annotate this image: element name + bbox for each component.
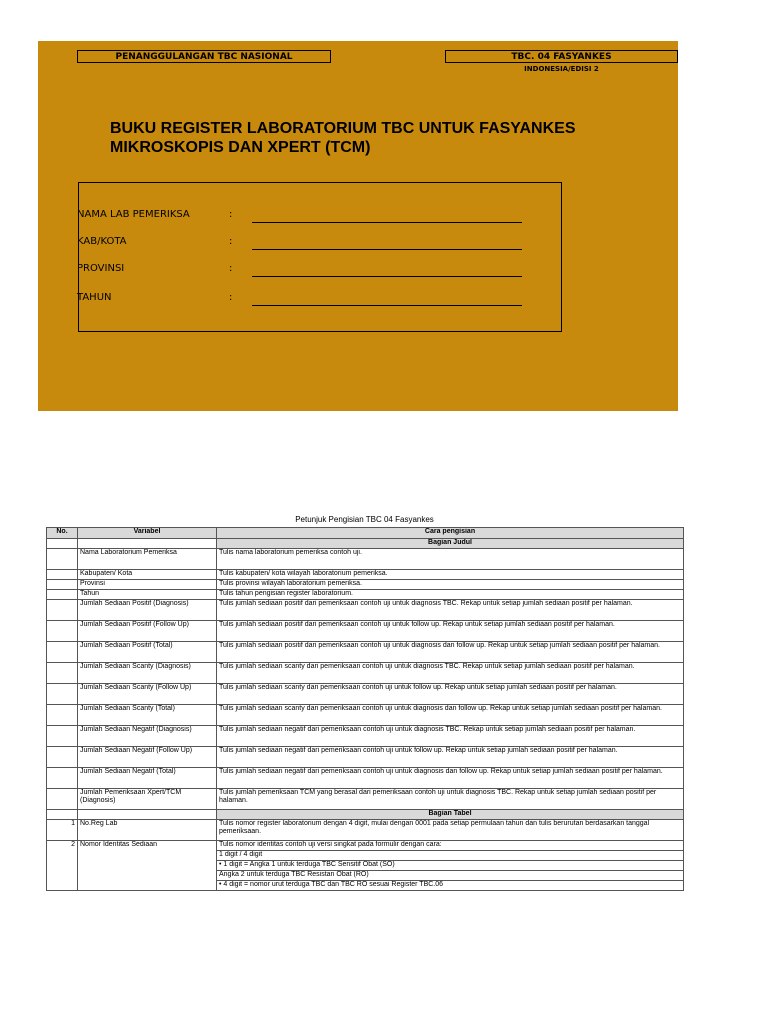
cell-variable: Nomor Identitas Sediaan bbox=[78, 841, 217, 891]
cell-variable: Jumlah Sediaan Negatif (Total) bbox=[78, 768, 217, 789]
field-input-line[interactable] bbox=[252, 276, 522, 277]
table-row bbox=[47, 705, 684, 726]
program-tag: PENANGGULANGAN TBC NASIONAL bbox=[77, 50, 331, 63]
cell-how: Tulis nama laboratorium pemeriksa contoh uji. bbox=[217, 549, 684, 570]
cell-how-line: Tulis nomor identitas contoh uji versi singkat pada formulir dengan cara: bbox=[217, 841, 684, 851]
cell-how: Tulis jumlah sediaan negatif dari pemeriksaan contoh uji untuk diagnosis dan follow up. Rekap untuk setiap jumlah sediaan positif per halaman. bbox=[217, 768, 684, 789]
cell-how: Tulis jumlah sediaan positif dari pemeriksaan contoh uji untuk follow up. Rekap untuk setiap jumlah sediaan positif per halaman. bbox=[217, 621, 684, 642]
field-input-line[interactable] bbox=[252, 305, 522, 306]
header-no: No. bbox=[47, 528, 78, 539]
cell-how: Tulis jumlah sediaan negatif dari pemeriksaan contoh uji untuk follow up. Rekap untuk setiap jumlah sediaan positif per halaman. bbox=[217, 747, 684, 768]
field-colon: : bbox=[229, 209, 233, 220]
cell-variable: Jumlah Sediaan Scanty (Total) bbox=[78, 705, 217, 726]
cell-variable: Jumlah Sediaan Negatif (Follow Up) bbox=[78, 747, 217, 768]
cell-variable: Jumlah Sediaan Negatif (Diagnosis) bbox=[78, 726, 217, 747]
table-row bbox=[47, 841, 684, 851]
instructions-table bbox=[46, 527, 684, 891]
cell-how-line: Angka 2 untuk terduga TBC Resistan Obat (RO) bbox=[217, 871, 684, 881]
cell-how: Tulis jumlah sediaan positif dari pemeriksaan contoh uji untuk diagnosis dan follow up. Rekap untuk setiap jumlah sediaan positif per halaman. bbox=[217, 642, 684, 663]
table-row bbox=[47, 747, 684, 768]
table-row bbox=[47, 621, 684, 642]
table-row bbox=[47, 600, 684, 621]
section-label: Bagian Judul bbox=[217, 539, 684, 549]
table-row bbox=[47, 820, 684, 841]
table-row bbox=[47, 549, 684, 570]
field-input-line[interactable] bbox=[252, 222, 522, 223]
cell-how-line: • 4 digit = nomor urut terduga TBC dan TBC RO sesuai Register TBC.06 bbox=[217, 881, 684, 891]
cell-how: Tulis jumlah pemeriksaan TCM yang berasal dari pemeriksaan contoh uji untuk diagnosis TBC. Rekap untuk setiap jumlah sediaan positif per halaman. bbox=[217, 789, 684, 810]
edition-label: INDONESIA/EDISI 2 bbox=[524, 65, 599, 73]
cell-variable: Jumlah Sediaan Scanty (Diagnosis) bbox=[78, 663, 217, 684]
cell-variable: No.Reg Lab bbox=[78, 820, 217, 841]
field-colon: : bbox=[229, 236, 233, 247]
field-kab-kota bbox=[79, 236, 563, 252]
section-row bbox=[47, 539, 684, 549]
cell-variable: Provinsi bbox=[78, 580, 217, 590]
header-how: Cara pengisian bbox=[217, 528, 684, 539]
cell-variable: Nama Laboratorium Pemeriksa bbox=[78, 549, 217, 570]
cell-how: Tulis tahun pengisian register laboratorium. bbox=[217, 590, 684, 600]
field-lab-name bbox=[79, 209, 563, 225]
cell-how-line: • 1 digit = Angka 1 untuk terduga TBC Sensitif Obat (SO) bbox=[217, 861, 684, 871]
field-input-line[interactable] bbox=[252, 249, 522, 250]
field-colon: : bbox=[229, 263, 233, 274]
field-label: KAB/KOTA bbox=[77, 236, 127, 247]
cell-how: Tulis jumlah sediaan scanty dari pemeriksaan contoh uji untuk diagnosis dan follow up. Rekap untuk setiap jumlah sediaan positif per halaman. bbox=[217, 705, 684, 726]
cell-how: Tulis nomor register laboratorium dengan 4 digit, mulai dengan 0001 pada setiap permulaan tahun dan tulis berurutan berdasarkan tanggal pemeriksaan. bbox=[217, 820, 684, 841]
table-row bbox=[47, 590, 684, 600]
cell-how: Tulis jumlah sediaan negatif dari pemeriksaan contoh uji untuk diagnosis TBC. Rekap untuk setiap jumlah sediaan positif per halaman. bbox=[217, 726, 684, 747]
field-colon: : bbox=[229, 292, 233, 303]
field-label: PROVINSI bbox=[77, 263, 125, 274]
field-provinsi bbox=[79, 263, 563, 279]
cell-how: Tulis kabupaten/ kota wilayah laboratorium pemeriksa. bbox=[217, 570, 684, 580]
cell-how: Tulis jumlah sediaan positif dari pemeriksaan contoh uji untuk diagnosis TBC. Rekap untuk setiap jumlah sediaan positif per halaman. bbox=[217, 600, 684, 621]
cell-no: 1 bbox=[47, 820, 78, 841]
cover-form-box bbox=[78, 182, 562, 332]
cell-no: 2 bbox=[47, 841, 78, 891]
table-row bbox=[47, 642, 684, 663]
table-row bbox=[47, 768, 684, 789]
cell-variable: Tahun bbox=[78, 590, 217, 600]
instructions-title: Petunjuk Pengisian TBC 04 Fasyankes bbox=[295, 515, 434, 524]
table-row bbox=[47, 684, 684, 705]
cell-variable: Jumlah Sediaan Positif (Diagnosis) bbox=[78, 600, 217, 621]
cell-how: Tulis jumlah sediaan scanty dari pemeriksaan contoh uji untuk diagnosis TBC. Rekap untuk setiap jumlah sediaan positif per halaman. bbox=[217, 663, 684, 684]
table-header-row bbox=[47, 528, 684, 539]
table-row bbox=[47, 663, 684, 684]
cell-how: Tulis provinsi wilayah laboratorium pemeriksa. bbox=[217, 580, 684, 590]
cell-how: Tulis jumlah sediaan scanty dari pemeriksaan contoh uji untuk follow up. Rekap untuk setiap jumlah sediaan positif per halaman. bbox=[217, 684, 684, 705]
table-row bbox=[47, 789, 684, 810]
header-variable: Variabel bbox=[78, 528, 217, 539]
table-row bbox=[47, 570, 684, 580]
cover-panel bbox=[38, 41, 678, 411]
cell-variable: Jumlah Sediaan Positif (Total) bbox=[78, 642, 217, 663]
field-tahun bbox=[79, 292, 563, 308]
table-row bbox=[47, 580, 684, 590]
cover-title: BUKU REGISTER LABORATORIUM TBC UNTUK FASYANKES MIKROSKOPIS DAN XPERT (TCM) bbox=[110, 120, 576, 156]
cell-variable: Kabupaten/ Kota bbox=[78, 570, 217, 580]
field-label: TAHUN bbox=[77, 292, 112, 303]
cell-variable: Jumlah Sediaan Scanty (Follow Up) bbox=[78, 684, 217, 705]
section-row bbox=[47, 810, 684, 820]
cell-variable: Jumlah Sediaan Positif (Follow Up) bbox=[78, 621, 217, 642]
cell-variable: Jumlah Pemeriksaan Xpert/TCM (Diagnosis) bbox=[78, 789, 217, 810]
table-row bbox=[47, 726, 684, 747]
section-label: Bagian Tabel bbox=[217, 810, 684, 820]
form-code-tag: TBC. 04 FASYANKES bbox=[445, 50, 678, 63]
field-label: NAMA LAB PEMERIKSA bbox=[77, 209, 190, 220]
cell-how-line: 1 digit / 4 digit bbox=[217, 851, 684, 861]
